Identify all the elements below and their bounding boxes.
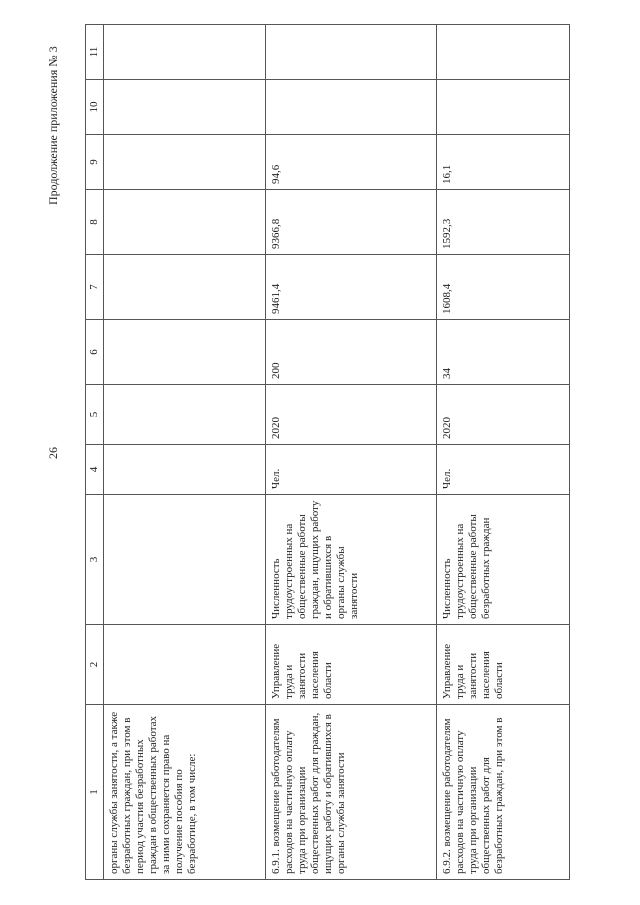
col11-cell — [104, 25, 266, 80]
column-number: 1 — [86, 705, 104, 880]
column-number: 5 — [86, 385, 104, 445]
total-cell: 1608,4 — [437, 255, 570, 320]
table-row — [266, 25, 437, 880]
column-number: 2 — [86, 625, 104, 705]
column-number: 10 — [86, 80, 104, 135]
measure-name-cell: 6.9.2. возмещение работодателям расходов на частичную оплату труда при организации общественных работ для безработных граждан, при этом в — [437, 705, 570, 880]
indicator-cell: Численность трудоустроенных на общественные работы граждан, ищущих работу и обратившихся в органы службы занятости — [266, 495, 437, 625]
regional-cell — [104, 135, 266, 190]
column-number: 6 — [86, 320, 104, 385]
regional-cell: 94,6 — [266, 135, 437, 190]
measure-name-cell: 6.9.1. возмещение работодателям расходов на частичную оплату труда при организации общественных работ для граждан, ищущих работу и обратившихся в органы службы занятости — [266, 705, 437, 880]
col10-cell — [266, 80, 437, 135]
value-cell: 200 — [266, 320, 437, 385]
column-number: 4 — [86, 445, 104, 495]
col10-cell — [104, 80, 266, 135]
continuation-title: Продолжение приложения № 3 — [46, 46, 60, 205]
table-row — [104, 25, 266, 880]
col10-cell — [437, 80, 570, 135]
table-row — [437, 25, 570, 880]
total-cell — [104, 255, 266, 320]
year-cell — [104, 385, 266, 445]
indicator-cell: Численность трудоустроенных на общественные работы безработных граждан — [437, 495, 570, 625]
unit-cell: Чел. — [437, 445, 570, 495]
appendix-table — [85, 24, 570, 880]
year-cell: 2020 — [437, 385, 570, 445]
total-cell: 9461,4 — [266, 255, 437, 320]
unit-cell — [104, 445, 266, 495]
measure-name-cell: органы службы занятости, а также безработных граждан, при этом в период участия безработных граждан в общественных работах за ними сохраняется право на получение пособия по безработице, в том числе: — [104, 705, 266, 880]
unit-cell: Чел. — [266, 445, 437, 495]
column-number: 8 — [86, 190, 104, 255]
year-cell: 2020 — [266, 385, 437, 445]
federal-cell: 9366,8 — [266, 190, 437, 255]
responsible-cell — [104, 625, 266, 705]
page-number: 26 — [46, 447, 60, 459]
responsible-cell: Управление труда и занятости населения области — [266, 625, 437, 705]
responsible-cell: Управление труда и занятости населения области — [437, 625, 570, 705]
column-number: 7 — [86, 255, 104, 320]
indicator-cell — [104, 495, 266, 625]
federal-cell — [104, 190, 266, 255]
column-number: 11 — [86, 25, 104, 80]
regional-cell: 16,1 — [437, 135, 570, 190]
federal-cell: 1592,3 — [437, 190, 570, 255]
value-cell — [104, 320, 266, 385]
column-number: 3 — [86, 495, 104, 625]
value-cell: 34 — [437, 320, 570, 385]
col11-cell — [437, 25, 570, 80]
column-number-row — [86, 25, 104, 880]
column-number: 9 — [86, 135, 104, 190]
col11-cell — [266, 25, 437, 80]
